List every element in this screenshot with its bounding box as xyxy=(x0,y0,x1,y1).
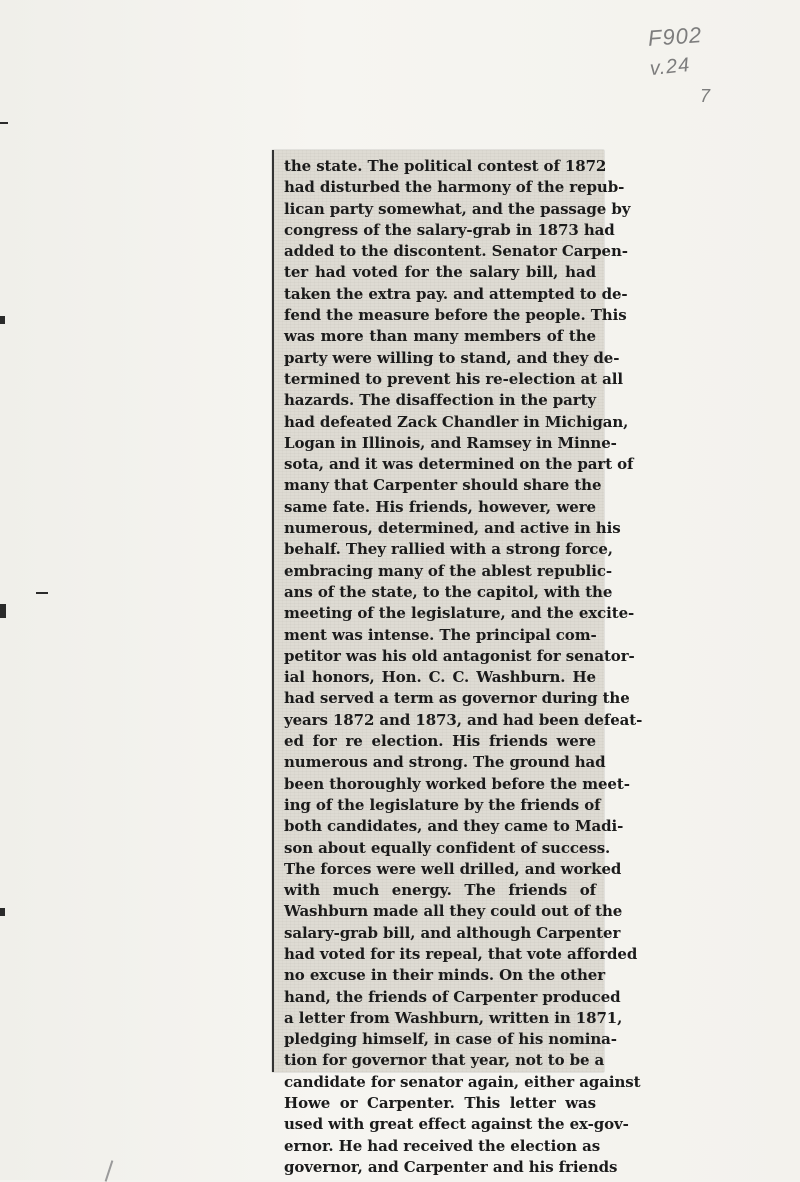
text-line: petitor was his old antagonist for senator- xyxy=(284,646,635,665)
text-line: ans of the state, to the capitol, with the xyxy=(284,582,613,601)
text-line: Washburn made all they could out of the xyxy=(284,902,623,921)
text-line: termined to prevent his re-election at all xyxy=(284,369,623,388)
text-line: had served a term as governor during the xyxy=(284,689,630,708)
text-line: ter had voted for the salary bill, had xyxy=(284,263,596,282)
text-line: hazards. The disaffection in the party xyxy=(284,391,597,410)
scan-edge-mark-1 xyxy=(0,122,8,124)
text-line: candidate for senator again, either against xyxy=(284,1072,641,1091)
text-line: fend the measure before the people. This xyxy=(284,306,627,325)
text-line: same fate. His friends, however, were xyxy=(284,497,596,516)
text-line: had disturbed the harmony of the repub- xyxy=(284,178,625,197)
text-line: used with great effect against the ex-gov- xyxy=(284,1115,629,1134)
text-line: governor, and Carpenter and his friends xyxy=(284,1157,618,1176)
newspaper-clipping xyxy=(272,150,643,1176)
text-line: hand, the friends of Carpenter produced xyxy=(284,987,621,1006)
text-line: been thoroughly worked before the meet- xyxy=(284,774,630,793)
text-line: salary-grab bill, and although Carpenter xyxy=(284,923,621,942)
scan-edge-mark-2 xyxy=(0,316,5,324)
text-line: Logan in Illinois, and Ramsey in Minne- xyxy=(284,433,617,452)
text-line: ernor. He had received the election as xyxy=(284,1136,601,1155)
text-line: ment was intense. The principal com- xyxy=(284,625,597,644)
pencil-stroke-mark xyxy=(105,1160,114,1182)
text-line: The forces were well drilled, and worked xyxy=(284,859,622,878)
text-line: added to the discontent. Senator Carpen- xyxy=(284,242,628,261)
text-line: tion for governor that year, not to be a xyxy=(284,1051,605,1070)
text-line: party were willing to stand, and they de- xyxy=(284,348,620,367)
text-line: congress of the salary-grab in 1873 had xyxy=(284,220,615,239)
text-line: ed for re election. His friends were xyxy=(284,732,596,751)
text-line: with much energy. The friends of xyxy=(284,881,596,900)
text-line: ing of the legislature by the friends of xyxy=(284,795,601,814)
text-line: many that Carpenter should share the xyxy=(284,476,602,495)
text-line: embracing many of the ablest republic- xyxy=(284,561,613,580)
text-line: numerous, determined, and active in his xyxy=(284,519,621,538)
text-line: meeting of the legislature, and the excite- xyxy=(284,604,635,623)
text-line: had voted for its repeal, that vote afforded xyxy=(284,944,638,963)
text-line: the state. The political contest of 1872 xyxy=(284,157,607,175)
text-line: behalf. They rallied with a strong force, xyxy=(284,540,613,559)
text-line: both candidates, and they came to Madi- xyxy=(284,817,624,836)
text-line: had defeated Zack Chandler in Michigan, xyxy=(284,412,629,431)
text-line: no excuse in their minds. On the other xyxy=(284,966,606,985)
text-line: taken the extra pay. and attempted to de- xyxy=(284,284,628,303)
archive-note-volume: v.24 xyxy=(648,53,692,81)
archive-note-call-number: F902 xyxy=(647,22,703,51)
text-line: pledging himself, in case of his nomina- xyxy=(284,1030,617,1049)
text-line: years 1872 and 1873, and had been defeat- xyxy=(284,710,643,729)
text-line: a letter from Washburn, written in 1871, xyxy=(284,1008,623,1027)
scan-edge-mark-5 xyxy=(0,908,5,916)
clipping-text-column xyxy=(284,156,643,1178)
text-line: was more than many members of the xyxy=(284,327,596,346)
text-line: lican party somewhat, and the passage by xyxy=(284,199,631,218)
text-line: sota, and it was determined on the part of xyxy=(284,455,634,474)
text-line: Howe or Carpenter. This letter was xyxy=(284,1094,596,1113)
archive-note-page: 7 xyxy=(700,86,712,106)
text-line: numerous and strong. The ground had xyxy=(284,753,606,772)
scan-edge-mark-3 xyxy=(0,604,6,618)
text-line: ial honors, Hon. C. C. Washburn. He xyxy=(284,668,596,687)
text-line: son about equally confident of success. xyxy=(284,838,611,857)
scan-edge-mark-4 xyxy=(36,592,48,594)
